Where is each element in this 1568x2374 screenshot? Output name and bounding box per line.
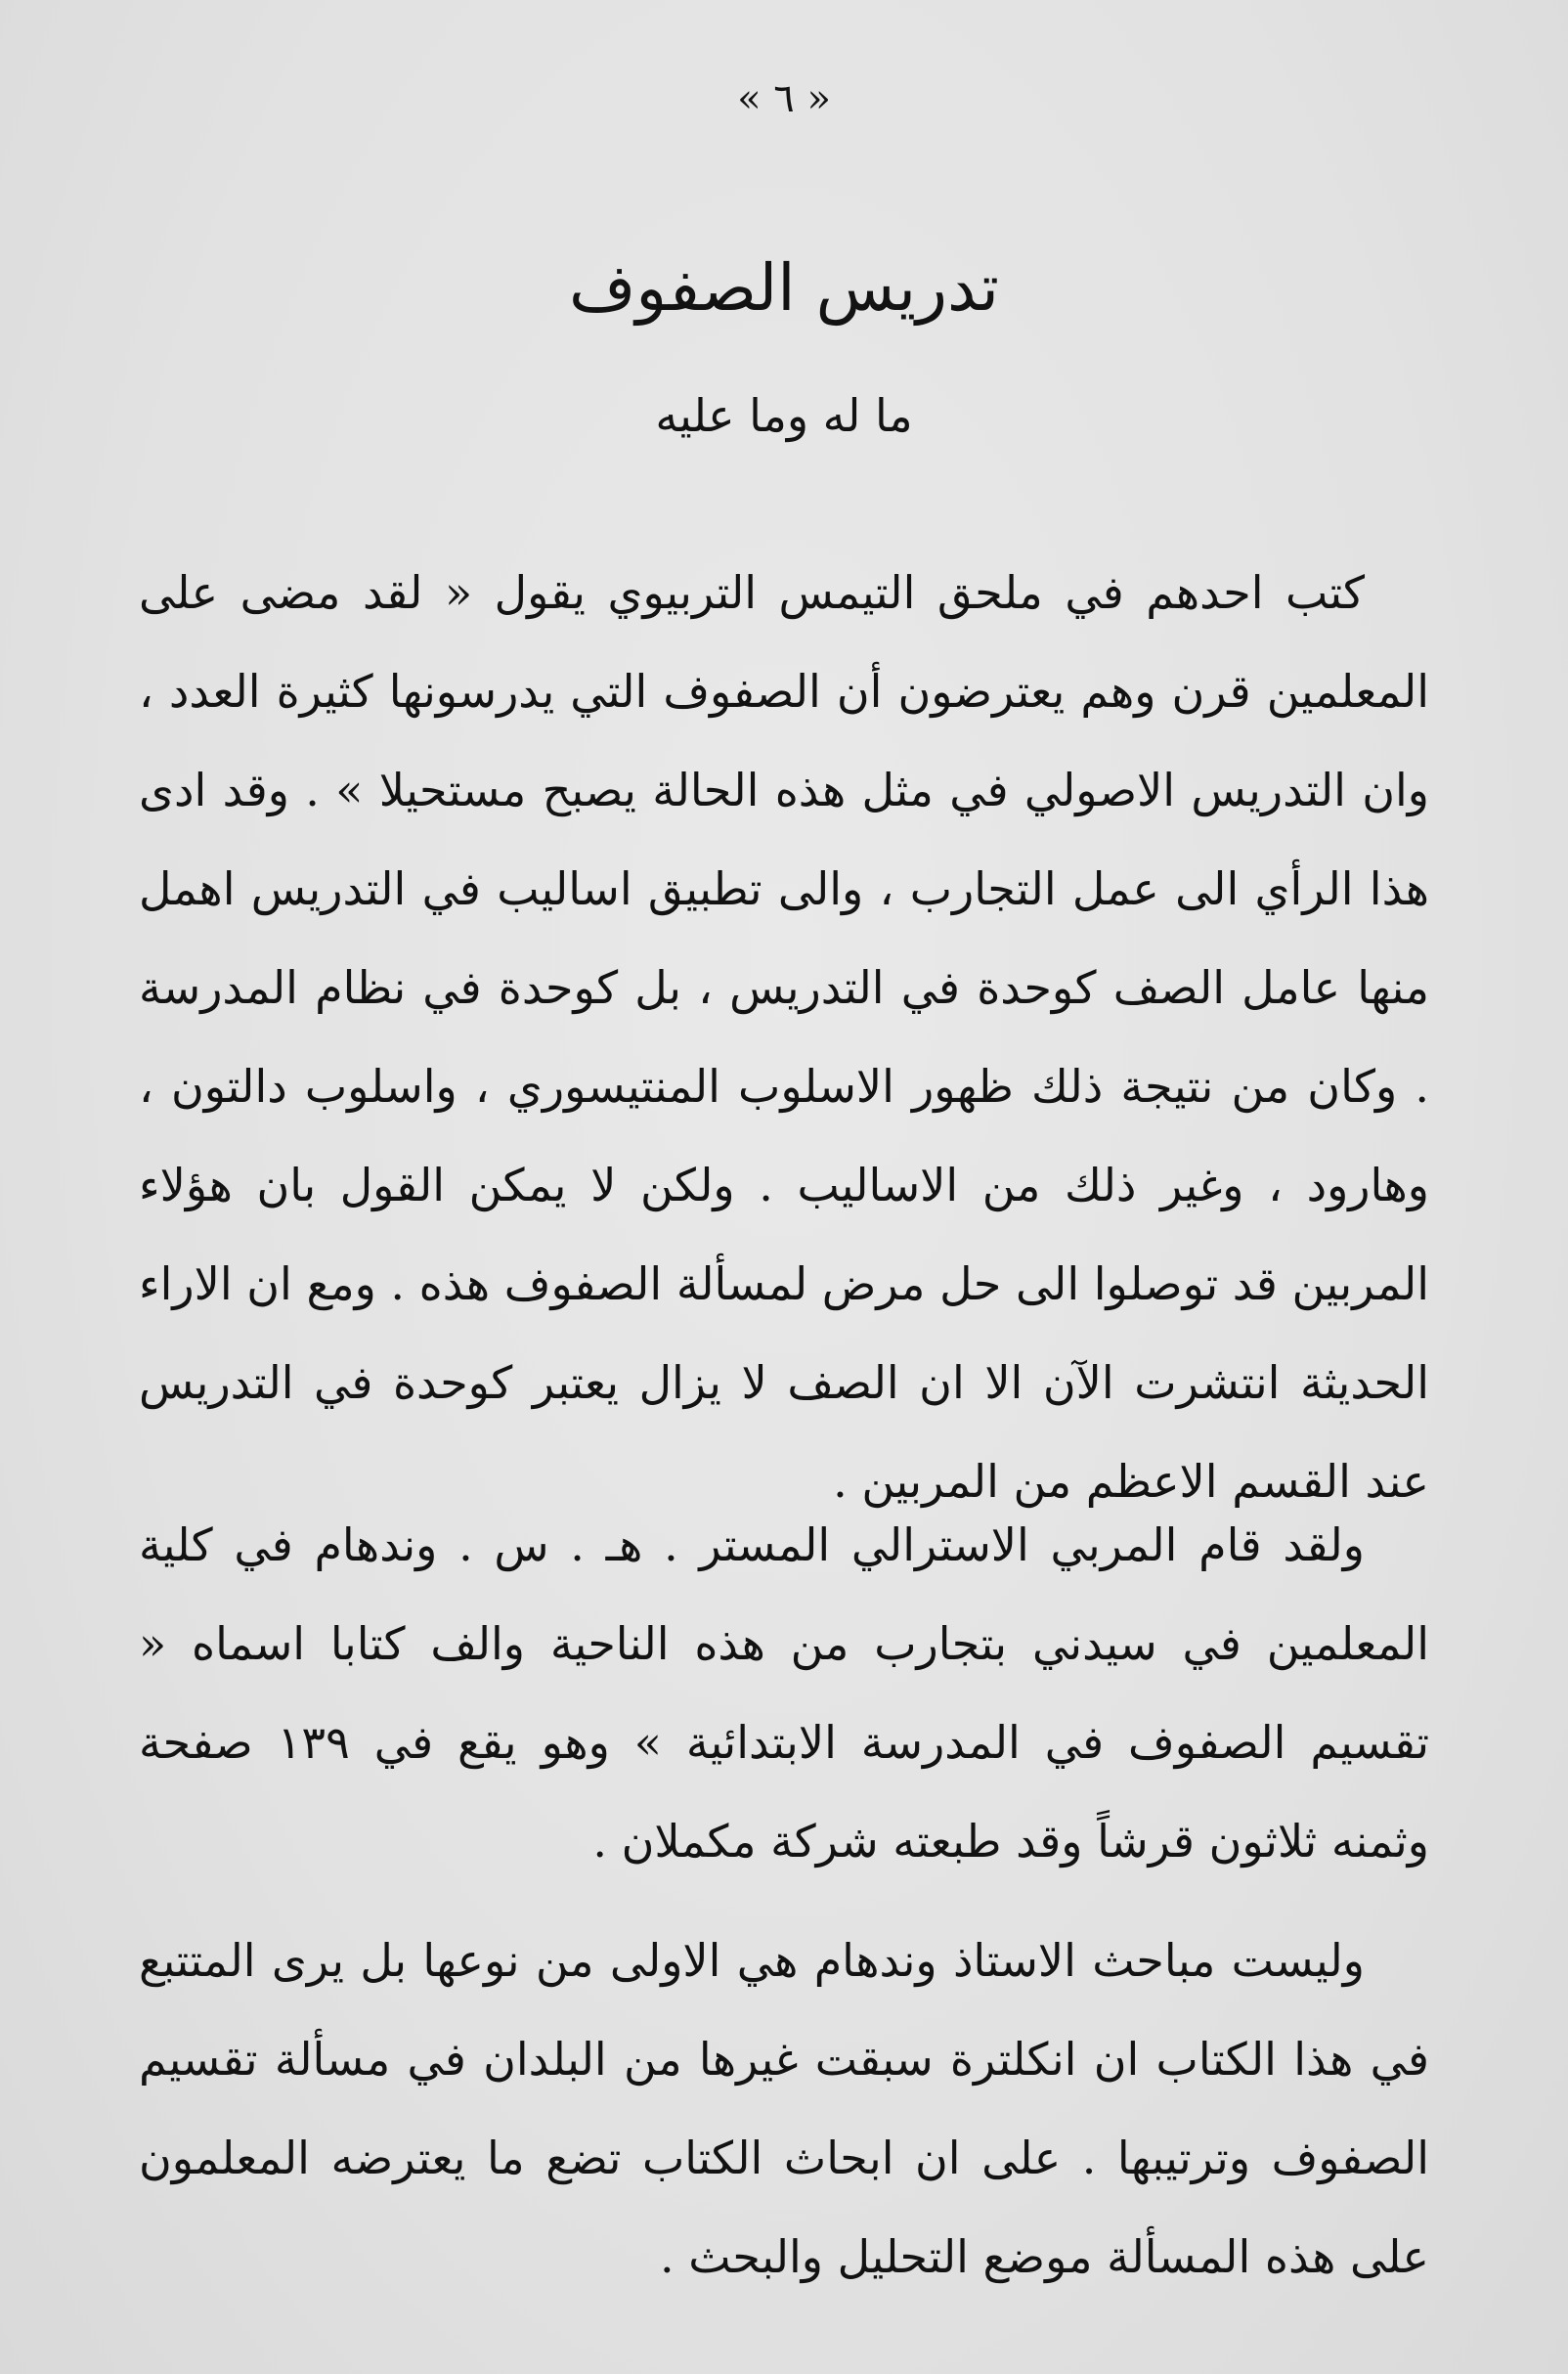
article-subtitle: ما له وما عليه — [655, 389, 913, 442]
paragraph-1: كتب احدهم في ملحق التيمس التربيوي يقول « لقد مضى على المعلمين قرن وهم يعترضون أن الصفوف التي يدرسونها كثيرة العدد ، وان التدريس الاصولي في مثل هذه الحالة يصبح مستحيلا » . وقد ادى هذا الرأي الى عمل التجارب ، والى تطبيق اساليب في التدريس اهمل منها عامل الصف كوحدة في التدريس ، بل كوحدة في نظام المدرسة . وكان من نتيجة ذلك ظهور الاسلوب المنتيسوري ، واسلوب دالتون ، وهارود ، وغير ذلك من الاساليب . ولكن لا يمكن القول بان هؤلاء المربين قد توصلوا الى حل مرض لمسألة الصفوف هذه . ومع ان الاراء الحديثة انتشرت الآن الا ان الصف لا يزال يعتبر كوحدة في التدريس عند القسم الاعظم من المربين . — [139, 566, 1429, 1508]
paragraph-3: وليست مباحث الاستاذ وندهام هي الاولى من نوعها بل يرى المتتبع في هذا الكتاب ان انكلترة سبقت غيرها من البلدان في مسألة تقسيم الصفوف وترتيبها . على ان ابحاث الكتاب تضع ما يعترضه المعلمون على هذه المسألة موضع التحليل والبحث . — [139, 1934, 1429, 2283]
article-title: تدريس الصفوف — [569, 250, 999, 326]
paragraph-2: ولقد قام المربي الاسترالي المستر . هـ . س . وندهام في كلية المعلمين في سيدني بتجارب من هذه الناحية والف كتابا اسماه « تقسيم الصفوف في المدرسة الابتدائية » وهو يقع في ١٣٩ صفحة وثمنه ثلاثون قرشاً وقد طبعته شركة مكملان . — [139, 1518, 1429, 1868]
page-number: « ٦ » — [737, 76, 831, 121]
